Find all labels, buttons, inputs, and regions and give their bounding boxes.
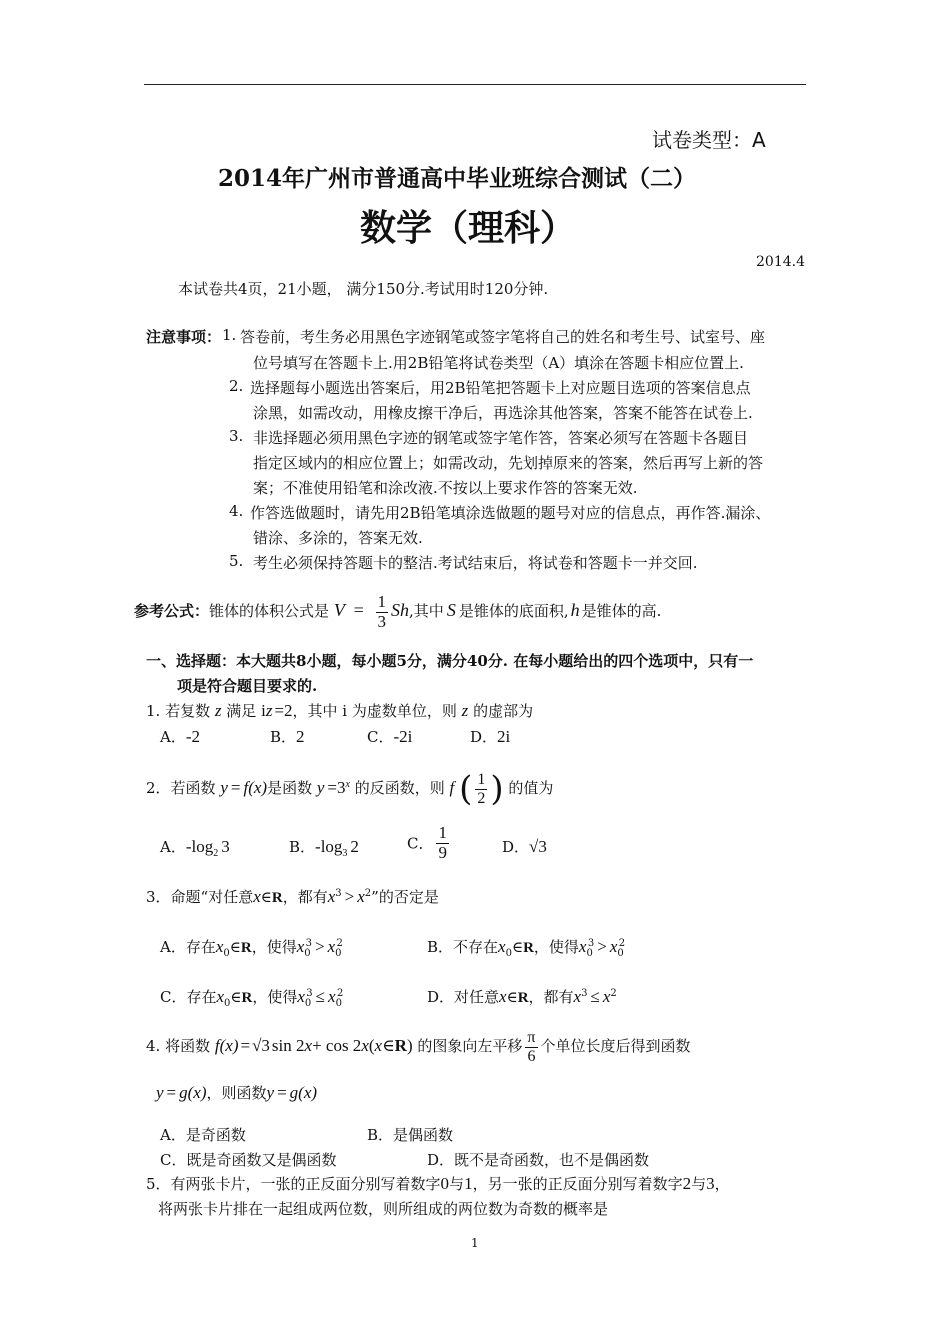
note-4-line-1: 作答选做题时，请先用2B铅笔填涂选做题的题号对应的信息点，再作答.漏涂、	[250, 504, 771, 522]
note-4-line-2: 错涂、多涂的，答案无效.	[253, 529, 423, 547]
q2-stem: 2．若函数 y = f(x)是函数 $y =3^x$ 的反函数，则 f ( $\frac{1}{2}$ ) 的值为	[146, 769, 554, 809]
q3-option-b: B．不存在$x_0\in R$，使得$x_0^3 > x_0^2$	[427, 937, 626, 959]
q5-line-1: 5．有两张卡片，一张的正反面分别写着数字0与1，另一张的正反面分别写着数字2与3，	[146, 1174, 730, 1193]
subject-title: 数学（理科）	[360, 207, 577, 249]
page-number: 1	[471, 1236, 479, 1250]
notes-label: 注意事项：	[146, 328, 222, 346]
q4-option-a: A．是奇函数	[160, 1126, 246, 1144]
q4-option-c: C．既是奇函数又是偶函数	[160, 1151, 337, 1169]
note-2-num: 2.	[229, 377, 244, 395]
note-5-line-1: 考生必须保持答题卡的整洁.考试结束后，将试卷和答题卡一并交回.	[253, 554, 698, 572]
q2-option-a: A．$-\log_2$ 3	[160, 837, 230, 859]
q1-option-b: B．2	[270, 727, 305, 746]
q3-option-d: D．对任意x∈R，都有$x^3 \le x^2$	[427, 987, 617, 1006]
note-3-line-3: 案；不准使用铅笔和涂改液.不按以上要求作答的答案无效.	[253, 479, 638, 497]
q4-option-d: D．既不是奇函数，也不是偶函数	[427, 1151, 650, 1169]
note-2-line-2: 涂黑，如需改动，用橡皮擦干净后，再选涂其他答案，答案不能答在试卷上.	[253, 404, 753, 422]
q3-option-c: C．存在$x_0\in R$，使得$x_0^3 \le x_0^2$	[160, 987, 344, 1009]
exam-title: 2014年广州市普通高中毕业班综合测试（二）	[218, 165, 697, 192]
q3-option-a: A．存在$x_0\in R$，使得$x_0^3 > x_0^2$	[160, 937, 343, 959]
note-3-line-1: 非选择题必须用黑色字迹的钢笔或签字笔作答，答案必须写在答题卡各题目	[253, 429, 749, 447]
note-1-line-1: 答卷前，考生务必用黑色字迹钢笔或签字笔将自己的姓名和考生号、试室号、座	[240, 328, 766, 346]
note-1-num: 1.	[222, 326, 237, 344]
q1-stem: 1. 若复数 z 满足 iz =2，其中 i 为虚数单位，则 z 的虚部为	[146, 701, 534, 720]
formula-frac-den: 3	[377, 611, 387, 631]
formula-mid: ,其中	[409, 602, 444, 620]
q2-option-b: B．$-\log_3$ 2	[289, 837, 359, 859]
formula-sh: Sh	[391, 600, 410, 620]
q3-stem: 3．命题“对任意x∈R，都有$x^3 > x^2$”的否定是	[146, 887, 439, 906]
formula-fraction	[376, 593, 389, 631]
formula-label: 参考公式：	[134, 602, 210, 620]
note-4-num: 4.	[229, 502, 244, 520]
formula-post: 是锥体的高.	[581, 602, 662, 620]
note-1-line-2: 位号填写在答题卡上.用2B铅笔将试卷类型（A）填涂在答题卡相应位置上.	[253, 354, 744, 372]
q5-line-2: 将两张卡片排在一起组成两位数，则所组成的两位数为奇数的概率是	[158, 1200, 609, 1218]
formula-eq: =	[353, 600, 364, 620]
section1-line-2: 项是符合题目要求的.	[177, 677, 318, 695]
exam-intro: 本试卷共4页，21小题， 满分150分.考试用时120分钟.	[178, 280, 549, 298]
note-3-num: 3.	[229, 427, 244, 445]
note-5-num: 5.	[229, 552, 244, 570]
formula-s: S	[446, 600, 456, 620]
exam-date: 2014.4	[756, 254, 805, 270]
q4-stem-line-2: y = g(x)，则函数y = g(x)	[156, 1083, 318, 1102]
formula-h: h	[570, 600, 580, 620]
q1-option-c: C．-2i	[367, 727, 413, 746]
section1-line-1: 一、选择题：本大题共8小题，每小题5分，满分40分. 在每小题给出的四个选项中，只有一	[146, 652, 754, 670]
top-rule	[144, 84, 806, 85]
note-3-line-2: 指定区域内的相应位置上；如需改动，先划掉原来的答案，然后再写上新的答	[253, 454, 764, 472]
formula-mid2: 是锥体的底面积,	[458, 602, 569, 620]
q1-option-a: A．-2	[160, 727, 201, 746]
paper-type: 试卷类型：A	[652, 128, 766, 152]
reference-formula	[134, 588, 661, 633]
q4-option-b: B．是偶函数	[367, 1126, 454, 1144]
formula-pre: 锥体的体积公式是	[209, 602, 330, 620]
formula-v: V	[333, 600, 345, 620]
q4-stem: 4. 将函数 f(x) = √3 sin 2x+ cos 2x(x∈R) 的图象向左平移 $\frac{\pi}{6}$ 个单位长度后得到函数	[146, 1028, 691, 1065]
q2-option-c: C． $\frac{1}{9}$	[407, 823, 447, 862]
q1-option-d: D．2i	[470, 727, 511, 746]
note-2-line-1: 选择题每小题选出答案后，用2B铅笔把答题卡上对应题目选项的答案信息点	[250, 379, 751, 397]
q2-option-d: D．√3	[502, 837, 547, 856]
formula-frac-num: 1	[377, 591, 387, 611]
